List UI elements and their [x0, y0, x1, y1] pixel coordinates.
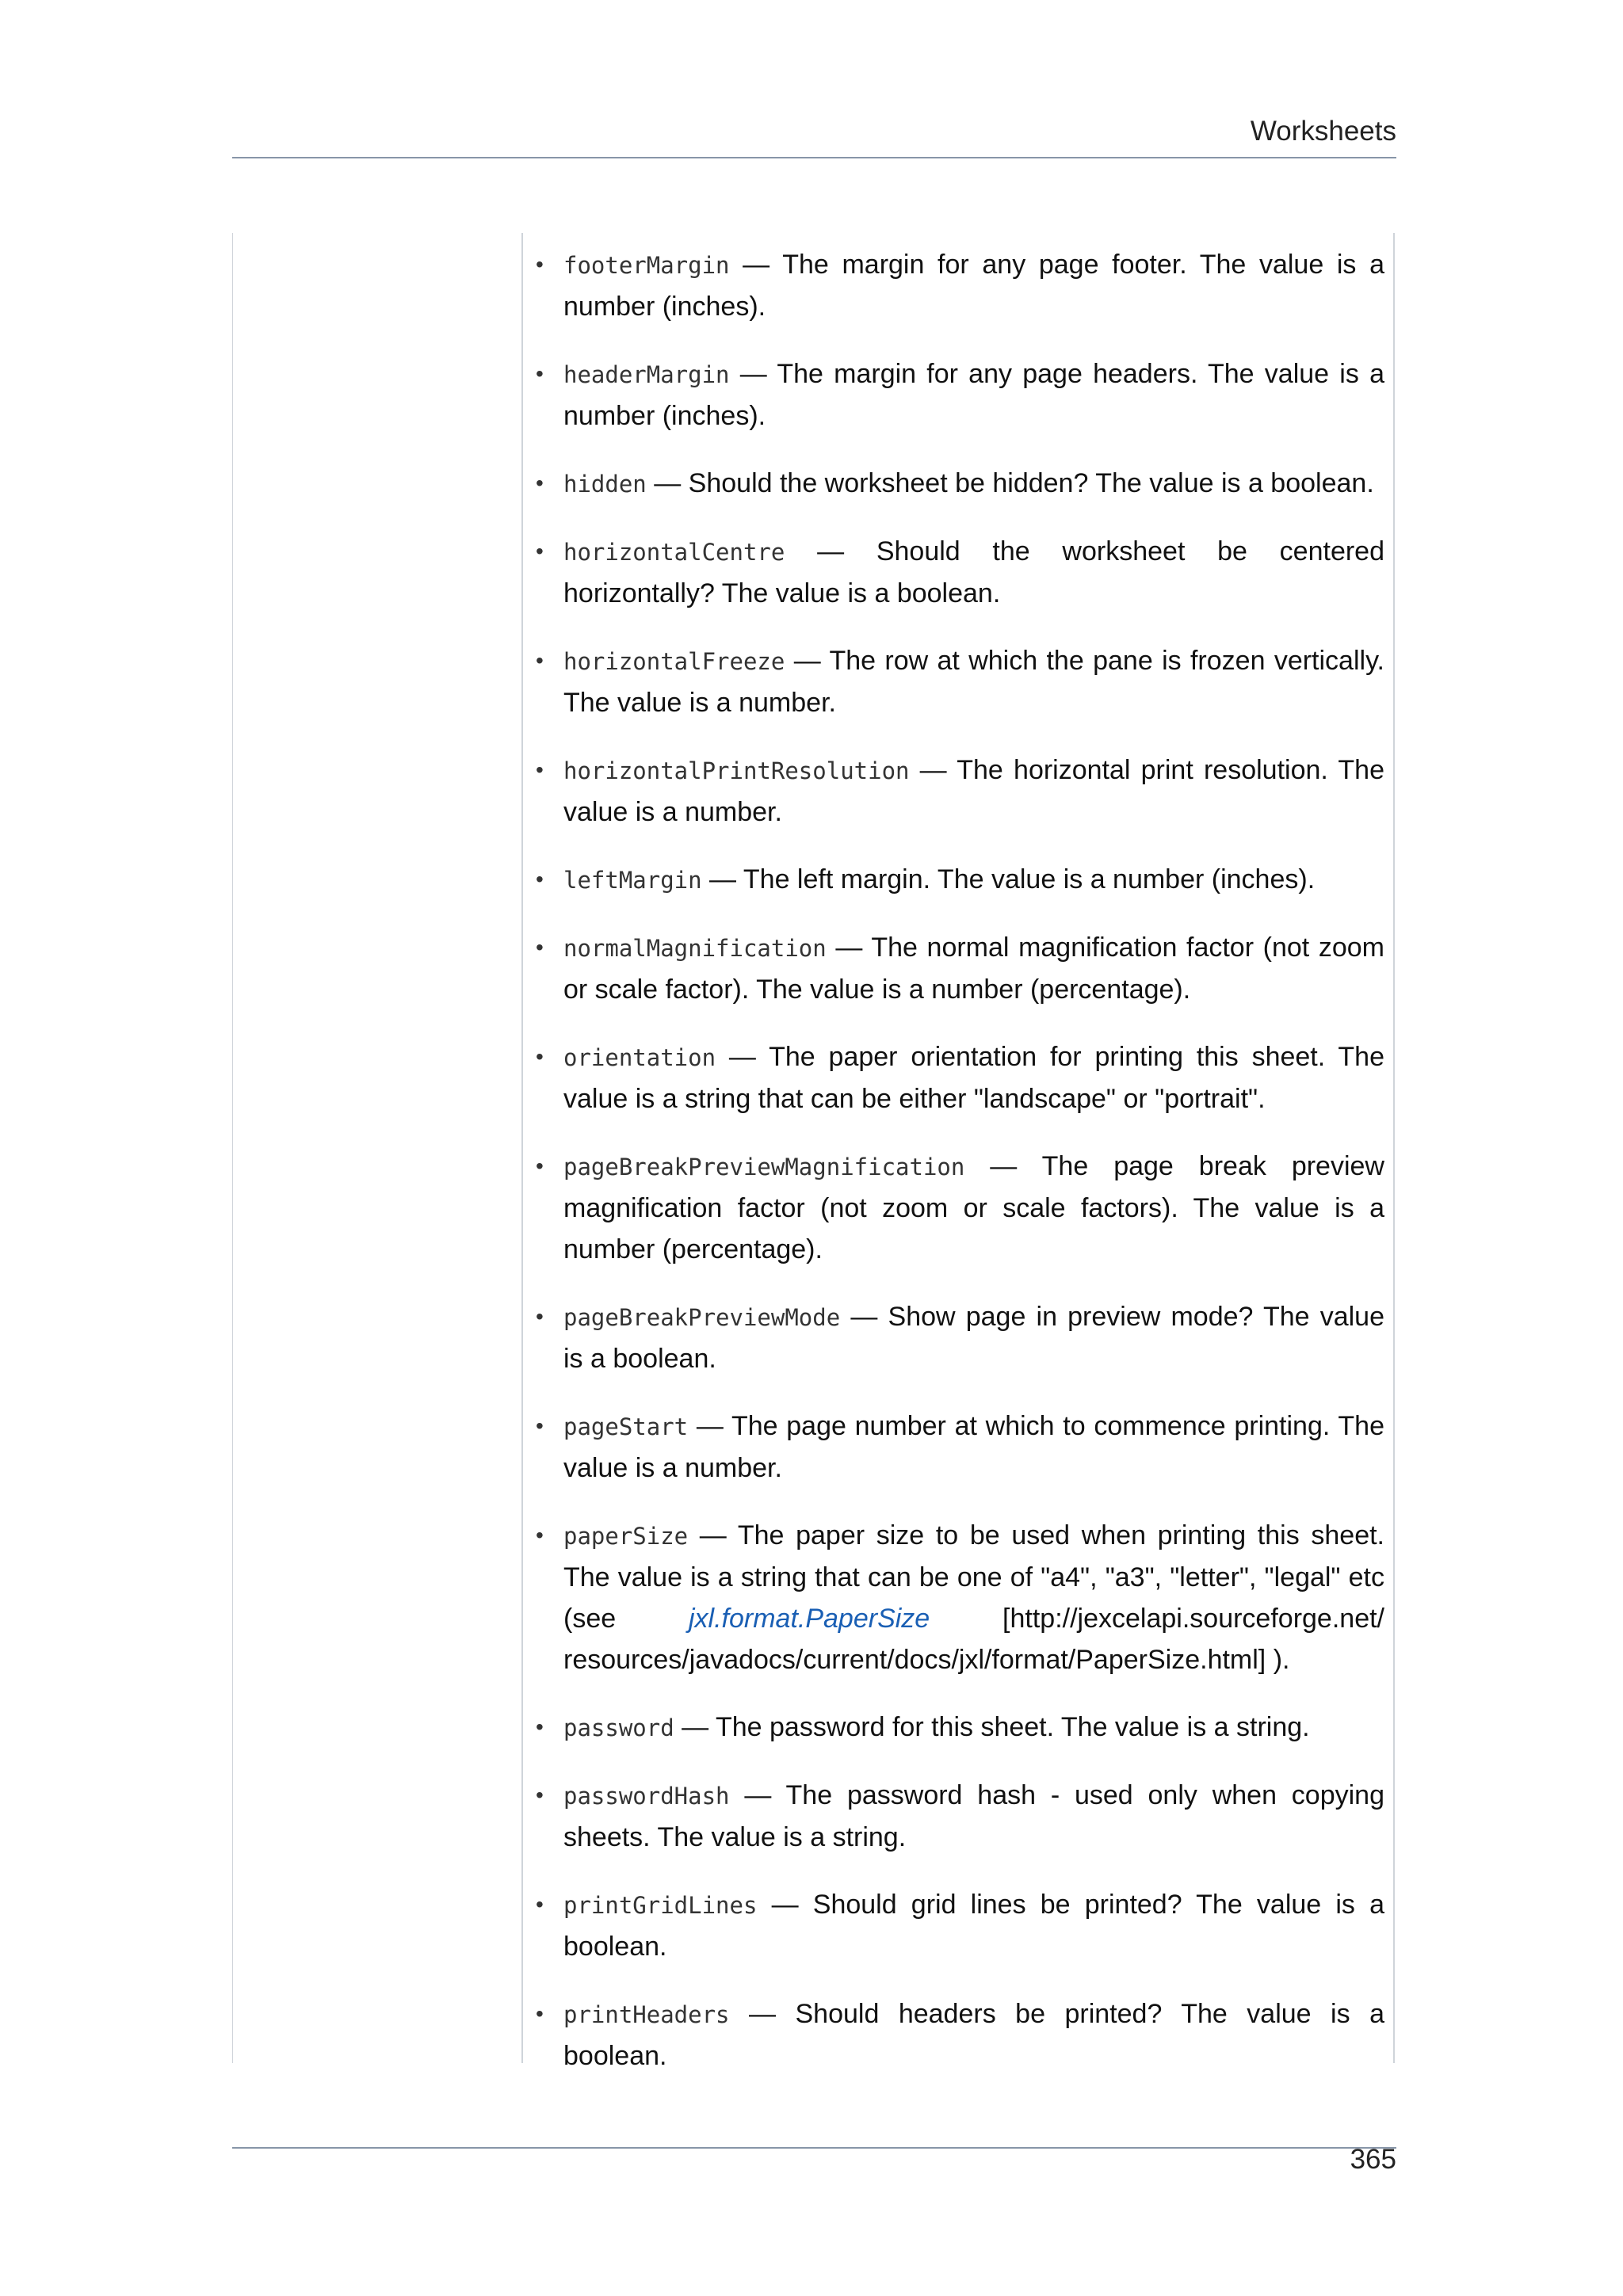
bullet-icon: • — [536, 1154, 544, 1178]
bullet-icon: • — [536, 1892, 544, 1917]
property-description: — The page break preview magnification factor (not zoom or scale factors). The value is a number (percentage). — [563, 1151, 1384, 1264]
list-item-hidden — [536, 463, 1384, 505]
property-description: — Should the worksheet be centered horizontally? The value is a boolean. — [563, 536, 1384, 608]
list-item-paper-size — [536, 1515, 1384, 1680]
list-item-orientation — [536, 1036, 1384, 1119]
list-item-password-hash — [536, 1775, 1384, 1858]
property-description: — The left margin. The value is a number (inches). — [701, 864, 1316, 894]
property-description: — Should headers be printed? The value is a boolean. — [563, 1999, 1384, 2071]
bullet-icon: • — [536, 2001, 544, 2026]
list-item-print-grid-lines — [536, 1884, 1384, 1967]
property-name: password — [563, 1714, 674, 1741]
list-item-page-break-preview-mode — [536, 1296, 1384, 1379]
property-description: — The page number at which to commence printing. The value is a number. — [563, 1411, 1384, 1483]
bullet-icon: • — [536, 757, 544, 782]
bullet-icon: • — [536, 471, 544, 495]
footer-rule — [232, 2147, 1396, 2149]
property-name: footerMargin — [563, 252, 730, 279]
property-description: — The normal magnification factor (not zoom or scale factor). The value is a number (percentage). — [563, 933, 1384, 1005]
bullet-icon: • — [536, 1413, 544, 1438]
property-description: — The margin for any page headers. The value is a number (inches). — [563, 359, 1384, 431]
property-name: orientation — [563, 1044, 716, 1071]
bullet-icon: • — [536, 1044, 544, 1069]
list-item-left-margin — [536, 859, 1384, 901]
bullet-icon: • — [536, 539, 544, 563]
bullet-icon: • — [536, 648, 544, 673]
property-name: horizontalFreeze — [563, 648, 785, 675]
property-name: passwordHash — [563, 1783, 730, 1810]
property-name: normalMagnification — [563, 935, 827, 962]
list-item-horizontal-centre — [536, 531, 1384, 614]
property-list-box — [521, 233, 1395, 2071]
list-item-page-break-preview-magnification — [536, 1146, 1384, 1270]
property-description: — The password for this sheet. The value is a string. — [674, 1712, 1310, 1742]
list-item-header-margin — [536, 353, 1384, 437]
property-name: paperSize — [563, 1523, 689, 1550]
bullet-icon: • — [536, 1783, 544, 1807]
property-description: — Should the worksheet be hidden? The value is a boolean. — [646, 468, 1374, 498]
list-item-page-start — [536, 1405, 1384, 1489]
property-name: pageBreakPreviewMagnification — [563, 1154, 965, 1180]
property-name: hidden — [563, 471, 647, 498]
property-description: — The horizontal print resolution. The value is a number. — [563, 755, 1384, 827]
header-rule — [232, 157, 1396, 158]
property-description-url: [http://jexcelapi.sourceforge.net/ resources/javadocs/current/docs/jxl/format/PaperSize.html] ). — [563, 1604, 1384, 1675]
bullet-icon: • — [536, 1304, 544, 1329]
list-item-password — [536, 1707, 1384, 1749]
margin-rule — [232, 233, 233, 2063]
property-name: leftMargin — [563, 867, 702, 894]
bullet-icon: • — [536, 252, 544, 277]
list-item-footer-margin — [536, 244, 1384, 327]
property-description: — The row at which the pane is frozen vertically. The value is a number. — [563, 646, 1384, 718]
property-description: — The margin for any page footer. The value is a number (inches). — [563, 250, 1384, 322]
property-name: pageBreakPreviewMode — [563, 1304, 841, 1331]
bullet-icon: • — [536, 1714, 544, 1739]
page-number: 365 — [1350, 2144, 1396, 2175]
property-description: — The paper size to be used when printing this sheet. The value is a string that can be one of "a4", "a3", "letter", "legal" etc (see — [563, 1520, 1384, 1634]
bullet-icon: • — [536, 361, 544, 386]
running-header-title: Worksheets — [1250, 116, 1396, 147]
paper-size-link[interactable]: jxl.format.PaperSize — [688, 1604, 930, 1634]
list-item-horizontal-freeze — [536, 640, 1384, 723]
bullet-icon: • — [536, 867, 544, 891]
property-name: horizontalCentre — [563, 539, 785, 566]
property-name: pageStart — [563, 1413, 689, 1440]
property-name: printHeaders — [563, 2001, 730, 2028]
property-description: — The paper orientation for printing this sheet. The value is a string that can be either "landscape" or "portrait". — [563, 1042, 1384, 1114]
list-item-normal-magnification — [536, 927, 1384, 1010]
property-name: horizontalPrintResolution — [563, 757, 910, 784]
list-item-print-headers — [536, 1993, 1384, 2077]
property-name: headerMargin — [563, 361, 730, 388]
property-description: — Show page in preview mode? The value is a boolean. — [563, 1302, 1384, 1374]
property-description: — The password hash - used only when copying sheets. The value is a string. — [563, 1780, 1384, 1852]
list-item-horizontal-print-resolution — [536, 749, 1384, 833]
bullet-icon: • — [536, 1523, 544, 1547]
property-name: printGridLines — [563, 1892, 758, 1919]
bullet-icon: • — [536, 935, 544, 959]
property-description: — Should grid lines be printed? The value is a boolean. — [563, 1890, 1384, 1962]
